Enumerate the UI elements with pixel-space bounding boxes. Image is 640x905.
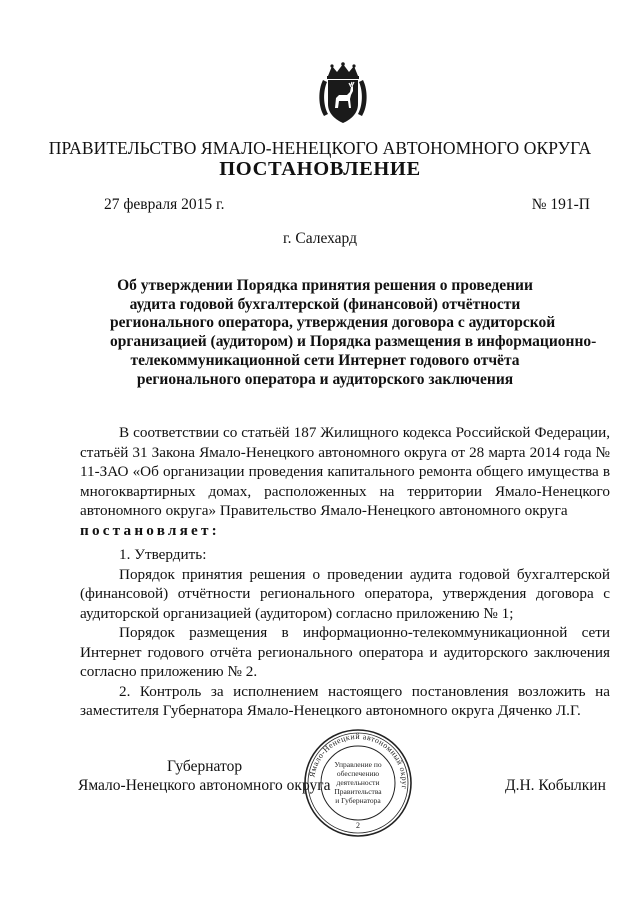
stamp-inner-line: и Губернатора bbox=[335, 796, 381, 805]
document-title bbox=[110, 277, 597, 389]
title-line: аудита годовой бухгалтерской (финансовой) отчётности bbox=[129, 295, 521, 313]
coat-of-arms-icon bbox=[318, 62, 368, 124]
item-procedure-publication: Порядок размещения в информационно-телекоммуникационной сети Интернет годового отчёта регионального оператора и аудиторского заключения согласно приложению № 2. bbox=[80, 624, 610, 680]
decree-word: постановляет: bbox=[80, 521, 220, 539]
item-approve-heading: 1. Утвердить: bbox=[119, 546, 207, 563]
preamble-text: В соответствии со статьёй 187 Жилищного кодекса Российской Федерации, статьёй 31 Закона Ямало-Ненецкого автономного округа от 28 марта 2014 года № 11-ЗАО «Об организации проведения капитального ремонта общего имущества в многоквартирных домах, расположенных на территории Ямало-Ненецкого автономного округа» Правительство Ямало-Ненецкого автономного округа bbox=[80, 424, 610, 519]
title-line: организацией (аудитором) и Порядка размещения в информационно- bbox=[110, 333, 597, 351]
stamp-bottom-number: 2 bbox=[356, 821, 360, 830]
signatory-name: Д.Н. Кобылкин bbox=[505, 777, 606, 794]
title-line: телекоммуникационной сети Интернет годового отчёта bbox=[130, 351, 520, 369]
item-control: 2. Контроль за исполнением настоящего постановления возложить на заместителя Губернатора Ямало-Ненецкого автономного округа Дяченко Л.Г. bbox=[80, 682, 610, 719]
stamp-inner-line: деятельности bbox=[336, 778, 380, 787]
preamble-paragraph bbox=[80, 423, 610, 540]
document-city: г. Салехард bbox=[283, 230, 357, 247]
document-date: 27 февраля 2015 г. bbox=[104, 196, 225, 213]
stamp-inner-line: обеспечению bbox=[336, 769, 380, 778]
stamp-inner-line: Правительства bbox=[334, 787, 382, 796]
document-type: ПОСТАНОВЛЕНИЕ bbox=[219, 158, 421, 180]
signatory-position: Губернатор bbox=[167, 758, 243, 775]
item-procedure-audit: Порядок принятия решения о проведении аудита годовой бухгалтерской (финансовой) отчётности регионального оператора, утверждения договора с аудиторской организацией (аудитором) согласно приложению № 1; bbox=[80, 565, 610, 622]
signatory-organization: Ямало-Ненецкого автономного округа bbox=[78, 777, 331, 794]
government-name: ПРАВИТЕЛЬСТВО ЯМАЛО-НЕНЕЦКОГО АВТОНОМНОГО ОКРУГА bbox=[48, 138, 592, 158]
official-stamp bbox=[302, 727, 414, 839]
title-line: регионального оператора и аудиторского заключения bbox=[136, 370, 514, 388]
stamp-outer-text: Ямало-Ненецкий автономный округ bbox=[307, 731, 410, 790]
decree-items bbox=[80, 545, 610, 721]
stamp-inner-line: Управление по bbox=[334, 760, 382, 769]
title-line: Об утверждении Порядка принятия решения о проведении bbox=[117, 277, 533, 294]
document-number: № 191-П bbox=[531, 196, 590, 213]
title-line: регионального оператора, утверждения договора с аудиторской bbox=[110, 314, 556, 332]
